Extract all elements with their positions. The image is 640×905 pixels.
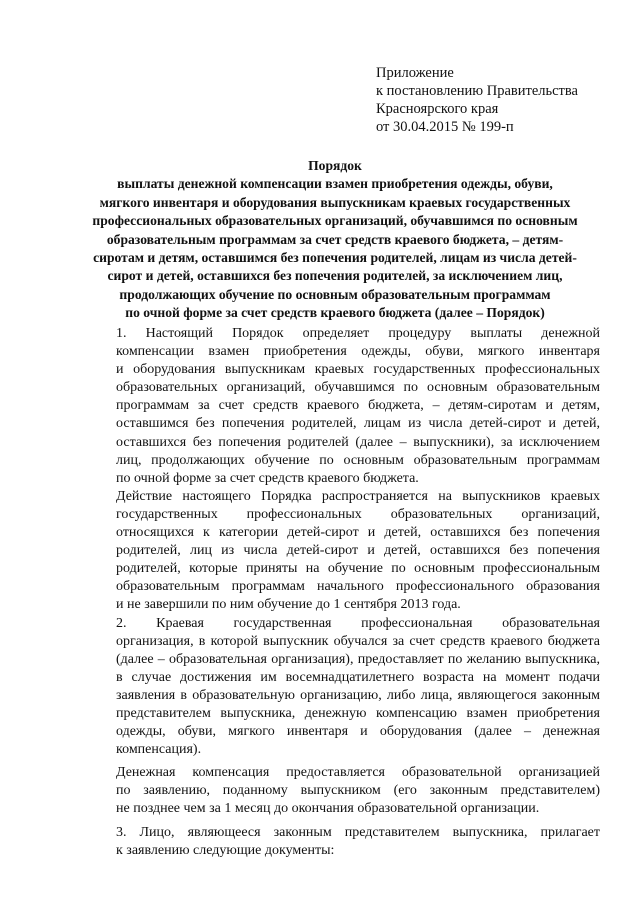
paragraph-3	[70, 824, 600, 860]
appendix-line: от 30.04.2015 № 199-п	[376, 119, 514, 135]
text-line: родителей, лиц из числа детей-сирот и детей, оставшихся без попечения	[116, 543, 600, 559]
text-line: представителем выпускника, денежную компенсацию взамен приобретения	[116, 705, 600, 721]
title-line: профессиональных образовательных организаций, обучавшимся по основным	[92, 213, 578, 229]
text-line: по очной форме за счет средств краевого бюджета.	[116, 470, 419, 486]
text-line: к заявлению следующие документы:	[116, 842, 335, 858]
paragraph-2	[70, 615, 600, 760]
appendix-block	[376, 64, 578, 136]
paragraph-2-continued	[70, 764, 600, 818]
title-line: мягкого инвентаря и оборудования выпускникам краевых государственных	[99, 194, 571, 210]
title-line: продолжающих обучение по основным образовательным программам	[119, 286, 551, 302]
text-line: образовательных организаций, обучавшимся по основным образовательным	[116, 380, 600, 396]
appendix-line: Красноярского края	[376, 101, 499, 117]
text-line: программам за счет средств краевого бюджета, – детям-сиротам и детям,	[116, 398, 600, 414]
title-heading: Порядок	[308, 158, 362, 173]
text-line: 3. Лицо, являющееся законным представителем выпускника, прилагает	[116, 824, 600, 840]
text-line: и оборудования выпускникам краевых государственных профессиональных	[116, 362, 600, 378]
title-line: по очной форме за счет средств краевого бюджета (далее – Порядок)	[125, 305, 545, 321]
title-line: сирот и детей, оставшихся без попечения родителей, за исключением лиц,	[107, 268, 563, 284]
text-line: 1. Настоящий Порядок определяет процедуру выплаты денежной	[116, 326, 600, 341]
title-line: выплаты денежной компенсации взамен приобретения одежды, обуви,	[117, 176, 553, 192]
text-line: лиц, продолжающих обучение по основным образовательным программам	[116, 452, 600, 468]
appendix-line: Приложение	[376, 65, 454, 81]
paragraph-1	[70, 325, 600, 488]
title-line: образовательным программам за счет средств краевого бюджета, – детям-	[106, 231, 564, 247]
text-line: государственных профессиональных образовательных организаций,	[116, 506, 600, 522]
text-line: компенсации взамен приобретения одежды, обуви, мягкого инвентаря	[116, 344, 600, 360]
text-line: одежды, обуви, мягкого инвентаря и оборудования (далее – денежная	[116, 724, 600, 740]
text-line: оставшимся без попечения родителей, лицам из числа детей-сирот и детей,	[116, 416, 600, 432]
text-line: образовательным программам начального профессионального образования	[116, 579, 600, 595]
text-line: Денежная компенсация предоставляется образовательной организацией	[116, 765, 600, 781]
text-line: 2. Краевая государственная профессиональная образовательная	[116, 615, 600, 631]
text-line: Действие настоящего Порядка распространяется на выпускников краевых	[116, 488, 600, 504]
text-line: компенсация).	[116, 742, 202, 758]
text-line: оставшихся без попечения родителей (далее – выпускники), за исключением	[116, 434, 600, 450]
paragraph-1-continued	[70, 488, 600, 615]
title-line: сиротам и детям, оставшимся без попечения родителей, лицам из числа детей-	[93, 250, 577, 266]
document-body	[70, 325, 600, 860]
text-line: в случае достижения им восемнадцатилетнего возраста на момент подачи	[116, 669, 600, 685]
text-line: родителей, которые приняты на обучение по основным профессиональным	[116, 561, 600, 577]
text-line: заявления в образовательную организацию, либо лица, являющегося законным	[116, 687, 600, 703]
text-line: по заявлению, поданному выпускником (его законным представителем)	[116, 783, 600, 799]
document-title	[70, 157, 600, 323]
text-line: и не завершили по ним обучение до 1 сентября 2013 года.	[116, 597, 461, 613]
appendix-line: к постановлению Правительства	[376, 83, 578, 99]
text-line: относящихся к категории детей-сирот и детей, оставшихся без попечения	[116, 525, 600, 541]
text-line: не позднее чем за 1 месяц до окончания образовательной организации.	[116, 801, 540, 817]
text-line: организация, в которой выпускник обучался за счет средств краевого бюджета	[116, 633, 600, 649]
text-line: (далее – образовательная организация), предоставляет по желанию выпускника,	[116, 651, 600, 667]
